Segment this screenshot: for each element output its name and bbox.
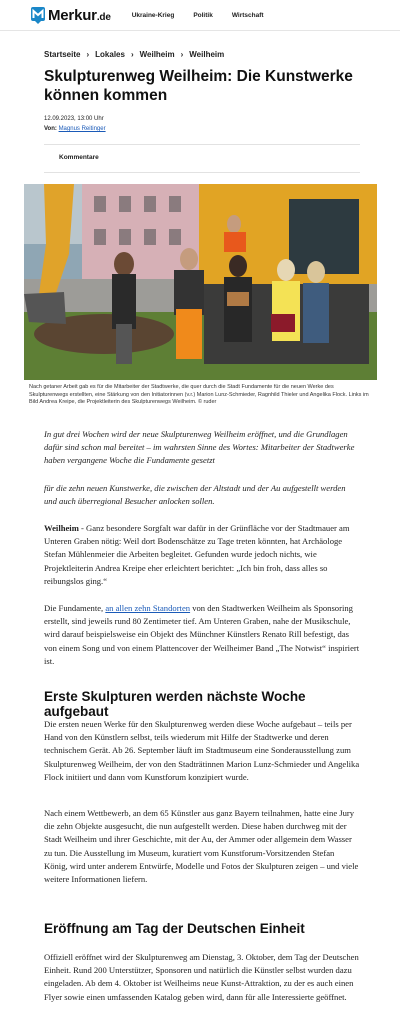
article-photo-image <box>24 184 377 380</box>
lead-paragraph-2: für die zehn neuen Kunstwerke, die zwischen der Altstadt und der Au aufgestellt werden und auch überregional Besucher anlocken sollen. <box>44 483 346 507</box>
breadcrumb-item-startseite[interactable]: Startseite <box>44 50 81 59</box>
breadcrumb-item-lokales[interactable]: Lokales <box>95 50 125 59</box>
top-navigation-bar <box>0 0 400 31</box>
section-heading-1: Erste Skulpturen werden nächste Woche aufgebaut <box>44 689 306 719</box>
nav-item-ukraine-krieg[interactable]: Ukraine-Krieg <box>131 11 175 19</box>
article-meta <box>44 114 360 134</box>
body-paragraph-3: Die ersten neuen Werke für den Skulpturenweg werden diese Woche aufgebaut – teils per Hand von den Künstlern selbst, teils wiederum mit Hilfe der Stadtwerke und deren technischem Gerät. Ab 26. September läuft im Stadtmuseum eine Sonderausstellung zum Skulpturenweg Weilheim, der von den Stadträtinnen Marion Lunz-Schmieder und Angelika Flock initiiert und dann vom Kunstforum konzipiert wurde. <box>44 719 360 782</box>
divider <box>44 144 360 145</box>
merkur-logo-icon <box>31 7 45 24</box>
chevron-right-icon: › <box>130 50 134 59</box>
breadcrumb-item-weilheim[interactable]: Weilheim <box>139 50 175 59</box>
dateline: Weilheim <box>44 523 79 533</box>
breadcrumb <box>44 50 360 59</box>
photo-caption: Nach getaner Arbeit gab es für die Mitarbeiter der Stadtwerke, die quer durch die Stadt Fundamente für die neuen Werke des Skulpturenwegs erstellten, eine Stärkung von den Initiatorinnen (v.r.) Marion Lunz-Schmieder, Ragnhild Thieler und Angelika Flock. Links im Bild Andrea Kreipe, die Projektleiterin des Skulpturenwegs Weilheim. © ruder <box>29 384 369 405</box>
comments-link[interactable]: Kommentare <box>59 154 99 161</box>
body-paragraph-1-text: - Ganz besondere Sorgfalt war dafür in der Grünfläche vor der Stadtmauer am Unteren Graben nötig: Weil dort Bodenschätze zu Tage treten könnten, hat Archäologe Stefan Mühlenmeier die Arbeiten begleitet. Gefunden wurde jedoch nichts, wie Projektleiterin Andrea Kreipe eher erleichtert berichtet: „Ich bin froh, dass alles so reibungslos ging.“ <box>44 523 350 586</box>
article-byline <box>44 124 360 134</box>
body-paragraph-2-text-a: Die Fundamente, <box>44 603 106 613</box>
body-paragraph-2 <box>44 602 360 668</box>
author-prefix: Von: <box>44 126 59 132</box>
author-link[interactable]: Magnus Reitinger <box>58 126 106 132</box>
body-paragraph-5: Offiziell eröffnet wird der Skulpturenweg am Dienstag, 3. Oktober, dem Tag der Deutschen Einheit. Rund 200 Unterstützer, Sponsoren und natürlich die Künstler selbst wurden dazu eingeladen. Ab dem 4. Oktober ist Weilheims neue Kunst-Attraktion, zu der es auch einen Flyer sowie einen umfassenden Katalog geben wird, dann für alle Interessierte geöffnet. <box>44 952 359 1002</box>
body-paragraph-2-text-b: von den Stadtwerken Weilheim als Sponsoring erstellt, sind jeweils rund 80 Zentimeter tief. Am Unteren Graben, nahe der Musikschule, wird darauf beispielsweise ein Objekt des Münchner Künstlers Renato Rill befestigt, das von einem Song und von einem Plattencover der Weilheimer Band „The Notwist“ inspiriert ist. <box>44 603 360 666</box>
nav-item-wirtschaft[interactable]: Wirtschaft <box>231 11 264 19</box>
body-paragraph-1 <box>44 522 360 588</box>
chevron-right-icon: › <box>86 50 90 59</box>
breadcrumb-item-weilheim-2[interactable]: Weilheim <box>189 50 225 59</box>
main-nav <box>132 12 264 19</box>
divider <box>44 172 360 173</box>
standorte-link[interactable]: an allen zehn Standorten <box>105 603 191 613</box>
body-paragraph-4: Nach einem Wettbewerb, an dem 65 Künstler aus ganz Bayern teilnahmen, hatte eine Jury die zehn Objekte ausgesucht, die nun aufgestellt werden. Diese haben durchweg mit der Stadt Weilheim und ihrer Geschichte, mit der Au, der Ammer oder allgemein dem Wasser zu tun. Die Ausstellung im Museum, kuratiert vom Kunstforum-Vorsitzenden Stefan König, wird unter anderem Entwürfe, Modelle und Fotos der Skulpturen zeigen – und viele weitere Informationen liefern. <box>44 808 359 885</box>
article-date: 12.09.2023, 13:00 Uhr <box>44 116 104 122</box>
lead-paragraph-1: In gut drei Wochen wird der neue Skulpturenweg Weilheim eröffnet, und die Grundlagen dafür sind schon mal bereitet – im wahrsten Sinne des Wortes: Mitarbeiter der Stadtwerke haben vergangene Woche die Fundamente gesetzt <box>44 429 355 466</box>
article-photo <box>24 184 377 380</box>
nav-item-politik[interactable]: Politik <box>193 11 213 19</box>
article-title: Skulpturenweg Weilheim: Die Kunstwerke können kommen <box>44 68 353 104</box>
chevron-right-icon: › <box>180 50 184 59</box>
logo-text: Merkur.de <box>48 6 111 24</box>
section-heading-2: Eröffnung am Tag der Deutschen Einheit <box>44 921 305 936</box>
merkur-logo[interactable] <box>31 7 111 24</box>
